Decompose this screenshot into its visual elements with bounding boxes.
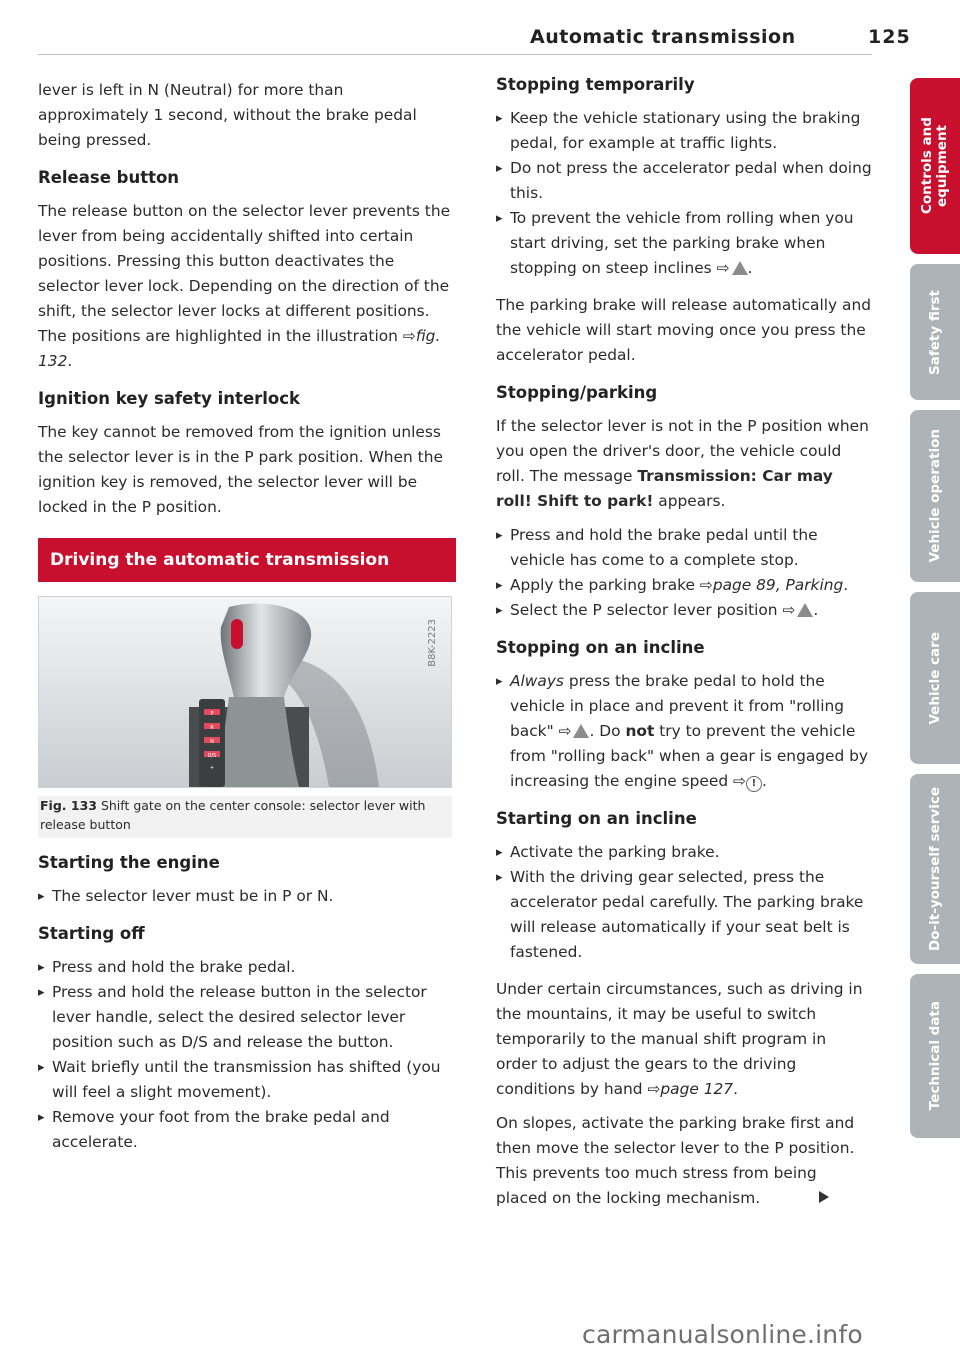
figure-caption-text: Shift gate on the center console: selector lever with release button xyxy=(40,798,426,832)
slopes-paragraph: On slopes, activate the parking brake first and then move the selector lever to the P position. This prevents too much stress from being placed on the locking mechanism. xyxy=(496,1114,855,1207)
stopping-temporarily-steps xyxy=(496,106,872,281)
right-column xyxy=(496,74,872,1220)
tab-label: Vehicle operation xyxy=(926,429,943,563)
release-button-paragraph: The release button on the selector lever prevents the lever from being accidentally shifted into certain positions. Pressing this button deactivates the selector lever lock. Depending on the direction of the shift, the selector lever locks at different positions. The positions are highlighted in the illustration ⇨fig. 132. xyxy=(38,202,451,370)
list-item: ▸ The selector lever must be in P or N. xyxy=(38,884,456,909)
arrow-right-icon: ⇨ xyxy=(558,722,572,740)
list-item: ▸ Do not press the accelerator pedal when doing this. xyxy=(496,156,872,206)
arrow-right-icon: ⇨ xyxy=(647,1080,661,1098)
tab-controls-and-equipment[interactable] xyxy=(910,78,960,254)
ignition-interlock-heading: Ignition key safety interlock xyxy=(38,389,301,408)
list-item: ▸ Press and hold the brake pedal. xyxy=(38,955,456,980)
list-item: ▸ Remove your foot from the brake pedal and accelerate. xyxy=(38,1105,456,1155)
continue-arrow-icon xyxy=(819,1191,829,1203)
list-item: ▸ To prevent the vehicle from rolling when you start driving, set the parking brake when stopping on steep inclines ⇨ . xyxy=(496,206,872,281)
section-title-bar: Driving the automatic transmission xyxy=(38,538,456,582)
list-item: ▸ Always press the brake pedal to hold the vehicle in place and prevent it from "rolling back" ⇨ . Do not try to prevent the vehicle from "rolling back" when a gear is engaged by increasing the engine speed ⇨ ! . xyxy=(496,669,872,794)
starting-off-heading: Starting off xyxy=(38,924,145,943)
parking-brake-release-paragraph: The parking brake will release automatically and the vehicle will start moving once you press the accelerator pedal. xyxy=(496,296,871,364)
arrow-right-icon: ⇨ xyxy=(716,259,730,277)
gate-label-plus: + xyxy=(209,765,215,771)
tab-label: Technical data xyxy=(926,1001,943,1111)
list-item: ▸ Apply the parking brake ⇨page 89, Parking. xyxy=(496,573,872,598)
page-89-link[interactable]: page 89, Parking xyxy=(712,576,844,594)
tab-label: Controls and equipment xyxy=(919,117,950,215)
arrow-right-icon: ⇨ xyxy=(782,601,796,619)
gate-label-r: R xyxy=(210,725,214,731)
footer-watermark: carmanualsonline.info xyxy=(582,1320,863,1349)
list-item: ▸ Keep the vehicle stationary using the braking pedal, for example at traffic lights. xyxy=(496,106,872,156)
stopping-parking-paragraph: If the selector lever is not in the P position when you open the driver's door, the vehicle could roll. The message Transmission: Car may roll! Shift to park! appears. xyxy=(496,417,869,510)
gate-label-n: N xyxy=(210,739,214,745)
stopping-parking-heading: Stopping/parking xyxy=(496,383,658,402)
warning-icon[interactable] xyxy=(573,724,589,738)
starting-incline-heading: Starting on an incline xyxy=(496,809,697,828)
gate-label-p: P xyxy=(210,711,214,717)
tab-do-it-yourself-service[interactable] xyxy=(910,774,960,964)
list-item: ▸ Press and hold the release button in the selector lever handle, select the desired selector lever position such as D/S and release the button. xyxy=(38,980,456,1055)
starting-engine-steps xyxy=(38,884,456,909)
arrow-right-icon: ⇨ xyxy=(402,327,416,345)
tab-label: Safety first xyxy=(926,289,943,375)
ignition-interlock-paragraph: The key cannot be removed from the ignition unless the selector lever is in the P park position. When the ignition key is removed, the selector lever will be locked in the P position. xyxy=(38,423,443,516)
figure-caption xyxy=(38,796,452,838)
starting-off-steps xyxy=(38,955,456,1155)
tab-label: Do-it-yourself service xyxy=(926,787,943,951)
tab-technical-data[interactable] xyxy=(910,974,960,1138)
manual-shift-paragraph: Under certain circumstances, such as driving in the mountains, it may be useful to switch temporarily to the manual shift program in order to adjust the gears to the driving conditions by hand ⇨page 127. xyxy=(496,980,863,1098)
stopping-incline-steps xyxy=(496,669,872,794)
stopping-incline-heading: Stopping on an incline xyxy=(496,638,705,657)
caution-icon[interactable]: ! xyxy=(746,776,762,792)
page-header-title: Automatic transmission xyxy=(530,26,796,48)
shift-gate-illustration xyxy=(39,597,451,787)
gate-label-ds: D/S xyxy=(207,753,217,759)
fig-132-link[interactable]: fig. 132 xyxy=(38,327,441,370)
page-127-link[interactable]: page 127 xyxy=(660,1080,734,1098)
intro-paragraph: lever is left in N (Neutral) for more than approximately 1 second, without the brake pedal being pressed. xyxy=(38,81,417,149)
warning-icon[interactable] xyxy=(732,261,748,275)
list-item: ▸ With the driving gear selected, press the accelerator pedal carefully. The parking brake will release automatically if your seat belt is fastened. xyxy=(496,865,872,965)
shift-gate-figure xyxy=(38,596,452,788)
arrow-right-icon: ⇨ xyxy=(699,576,713,594)
tab-vehicle-operation[interactable] xyxy=(910,410,960,582)
figure-code: B8K-2223 xyxy=(427,619,438,667)
starting-engine-heading: Starting the engine xyxy=(38,853,220,872)
list-item: ▸ Activate the parking brake. xyxy=(496,840,872,865)
figure-caption-label: Fig. 133 xyxy=(40,798,97,813)
tab-safety-first[interactable] xyxy=(910,264,960,400)
list-item: ▸ Press and hold the brake pedal until the vehicle has come to a complete stop. xyxy=(496,523,872,573)
list-item: ▸ Wait briefly until the transmission has shifted (you will feel a slight movement). xyxy=(38,1055,456,1105)
left-column xyxy=(38,78,456,1167)
warning-icon[interactable] xyxy=(797,603,813,617)
tab-vehicle-care[interactable] xyxy=(910,592,960,764)
transmission-message: Transmission: Car may roll! Shift to park! xyxy=(496,467,833,510)
header-divider xyxy=(38,54,872,55)
arrow-right-icon: ⇨ xyxy=(733,772,746,790)
tab-label: Vehicle care xyxy=(926,631,943,725)
list-item: ▸ Select the P selector lever position ⇨ . xyxy=(496,598,872,623)
starting-incline-steps xyxy=(496,840,872,965)
stopping-parking-steps xyxy=(496,523,872,623)
page-number: 125 xyxy=(868,26,911,48)
stopping-temporarily-heading: Stopping temporarily xyxy=(496,75,695,94)
release-button-heading: Release button xyxy=(38,168,180,187)
